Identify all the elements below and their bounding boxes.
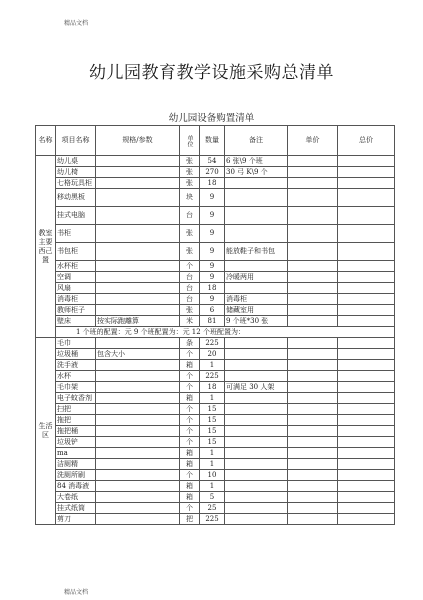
price-cell bbox=[288, 305, 338, 316]
qty-cell: 6 bbox=[200, 305, 225, 316]
header-total: 总价 bbox=[338, 126, 395, 156]
unit-cell: 个 bbox=[180, 426, 200, 437]
total-cell bbox=[338, 178, 395, 189]
qty-cell: 9 bbox=[200, 272, 225, 283]
table-row bbox=[36, 338, 395, 349]
unit-cell: 个 bbox=[180, 349, 200, 360]
qty-cell: 9 bbox=[200, 189, 225, 207]
qty-cell: 9 bbox=[200, 207, 225, 225]
unit-cell: 把 bbox=[180, 514, 200, 525]
qty-cell: 10 bbox=[200, 470, 225, 481]
item-name-cell: ma bbox=[56, 448, 96, 459]
item-name-cell: 空调 bbox=[56, 272, 96, 283]
unit-cell: 箱 bbox=[180, 393, 200, 404]
item-name-cell: 风扇 bbox=[56, 283, 96, 294]
table-row bbox=[36, 448, 395, 459]
table-row bbox=[36, 316, 395, 327]
header-unit: 单位 bbox=[180, 126, 200, 156]
price-cell bbox=[288, 470, 338, 481]
total-cell bbox=[338, 272, 395, 283]
remark-cell bbox=[225, 349, 288, 360]
unit-cell: 箱 bbox=[180, 360, 200, 371]
page-title: 幼儿园教育教学设施采购总清单 bbox=[89, 63, 334, 83]
table-row bbox=[36, 492, 395, 503]
unit-cell: 箱 bbox=[180, 459, 200, 470]
total-cell bbox=[338, 225, 395, 243]
price-cell bbox=[288, 316, 338, 327]
spec-cell bbox=[96, 371, 180, 382]
spec-cell bbox=[96, 338, 180, 349]
total-cell bbox=[338, 393, 395, 404]
total-cell bbox=[338, 167, 395, 178]
remark-cell bbox=[225, 426, 288, 437]
table-row bbox=[36, 393, 395, 404]
remark-cell: 消毒柜 bbox=[225, 294, 288, 305]
total-cell bbox=[338, 305, 395, 316]
unit-cell: 张 bbox=[180, 167, 200, 178]
qty-cell: 15 bbox=[200, 404, 225, 415]
remark-cell bbox=[225, 481, 288, 492]
remark-cell bbox=[225, 261, 288, 272]
total-cell bbox=[338, 503, 395, 514]
price-cell bbox=[288, 189, 338, 207]
total-cell bbox=[338, 470, 395, 481]
unit-cell: 个 bbox=[180, 415, 200, 426]
qty-cell: 20 bbox=[200, 349, 225, 360]
unit-cell: 台 bbox=[180, 207, 200, 225]
summary-row bbox=[36, 327, 395, 338]
qty-cell: 81 bbox=[200, 316, 225, 327]
spec-cell bbox=[96, 382, 180, 393]
total-cell bbox=[338, 338, 395, 349]
table-row bbox=[36, 459, 395, 470]
total-cell bbox=[338, 382, 395, 393]
qty-cell: 15 bbox=[200, 415, 225, 426]
remark-cell bbox=[225, 514, 288, 525]
item-name-cell: 教师柜子 bbox=[56, 305, 96, 316]
item-name-cell: 书包柜 bbox=[56, 243, 96, 261]
table-row bbox=[36, 360, 395, 371]
unit-cell: 张 bbox=[180, 243, 200, 261]
remark-cell bbox=[225, 492, 288, 503]
qty-cell: 15 bbox=[200, 426, 225, 437]
item-name-cell: 84 消毒液 bbox=[56, 481, 96, 492]
qty-cell: 54 bbox=[200, 156, 225, 167]
spec-cell bbox=[96, 459, 180, 470]
spec-cell bbox=[96, 207, 180, 225]
spec-cell bbox=[96, 503, 180, 514]
item-name-cell: 电子蚊香剂 bbox=[56, 393, 96, 404]
price-cell bbox=[288, 404, 338, 415]
price-cell bbox=[288, 283, 338, 294]
table-row bbox=[36, 283, 395, 294]
item-name-cell: 垃圾铲 bbox=[56, 437, 96, 448]
unit-cell: 个 bbox=[180, 382, 200, 393]
table-row bbox=[36, 349, 395, 360]
total-cell bbox=[338, 448, 395, 459]
price-cell bbox=[288, 207, 338, 225]
total-cell bbox=[338, 481, 395, 492]
remark-cell bbox=[225, 189, 288, 207]
item-name-cell: 毛巾架 bbox=[56, 382, 96, 393]
summary-cell: 1 个班的配置：元 9 个班配置为：元 12 个班配置为： bbox=[56, 327, 395, 338]
spec-cell bbox=[96, 294, 180, 305]
item-name-cell: 洗手液 bbox=[56, 360, 96, 371]
table-row bbox=[36, 272, 395, 283]
price-cell bbox=[288, 415, 338, 426]
remark-cell bbox=[225, 437, 288, 448]
table-row bbox=[36, 437, 395, 448]
header-category: 名称 bbox=[36, 126, 56, 156]
unit-cell: 张 bbox=[180, 178, 200, 189]
spec-cell bbox=[96, 404, 180, 415]
table-row bbox=[36, 382, 395, 393]
remark-cell bbox=[225, 207, 288, 225]
spec-cell bbox=[96, 243, 180, 261]
qty-cell: 9 bbox=[200, 225, 225, 243]
price-cell bbox=[288, 503, 338, 514]
price-cell bbox=[288, 167, 338, 178]
spec-cell bbox=[96, 272, 180, 283]
remark-cell bbox=[225, 178, 288, 189]
remark-cell: 储藏室用 bbox=[225, 305, 288, 316]
price-cell bbox=[288, 294, 338, 305]
header-remark: 备注 bbox=[225, 126, 288, 156]
spec-cell bbox=[96, 437, 180, 448]
item-name-cell: 洁厕精 bbox=[56, 459, 96, 470]
price-cell bbox=[288, 272, 338, 283]
price-cell bbox=[288, 514, 338, 525]
table-row bbox=[36, 261, 395, 272]
qty-cell: 1 bbox=[200, 481, 225, 492]
total-cell bbox=[338, 189, 395, 207]
remark-cell: 可满足 30 人架 bbox=[225, 382, 288, 393]
remark-cell bbox=[225, 448, 288, 459]
price-cell bbox=[288, 178, 338, 189]
table-body bbox=[36, 156, 395, 525]
spec-cell: 包含大小 bbox=[96, 349, 180, 360]
unit-cell: 张 bbox=[180, 305, 200, 316]
item-name-cell: 拖把 bbox=[56, 415, 96, 426]
unit-cell: 台 bbox=[180, 283, 200, 294]
table-row bbox=[36, 470, 395, 481]
remark-cell: 冷暖两用 bbox=[225, 272, 288, 283]
qty-cell: 225 bbox=[200, 371, 225, 382]
item-name-cell: 毛巾 bbox=[56, 338, 96, 349]
table-row bbox=[36, 415, 395, 426]
footer-note: 精品文档 bbox=[64, 589, 89, 596]
item-name-cell: 消毒柜 bbox=[56, 294, 96, 305]
total-cell bbox=[338, 243, 395, 261]
spec-cell bbox=[96, 225, 180, 243]
unit-cell: 个 bbox=[180, 503, 200, 514]
price-cell bbox=[288, 371, 338, 382]
remark-cell bbox=[225, 404, 288, 415]
item-name-cell: 壁床 bbox=[56, 316, 96, 327]
unit-cell: 台 bbox=[180, 272, 200, 283]
qty-cell: 25 bbox=[200, 503, 225, 514]
qty-cell: 18 bbox=[200, 283, 225, 294]
unit-cell: 个 bbox=[180, 371, 200, 382]
table-row bbox=[36, 371, 395, 382]
spec-cell bbox=[96, 261, 180, 272]
qty-cell: 1 bbox=[200, 448, 225, 459]
item-name-cell: 七格玩具柜 bbox=[56, 178, 96, 189]
spec-cell bbox=[96, 470, 180, 481]
total-cell bbox=[338, 207, 395, 225]
unit-cell: 箱 bbox=[180, 448, 200, 459]
price-cell bbox=[288, 492, 338, 503]
qty-cell: 1 bbox=[200, 360, 225, 371]
item-name-cell: 垃圾桶 bbox=[56, 349, 96, 360]
unit-cell: 台 bbox=[180, 294, 200, 305]
table-row bbox=[36, 225, 395, 243]
equipment-table bbox=[35, 125, 395, 525]
total-cell bbox=[338, 360, 395, 371]
item-name-cell: 拖把桶 bbox=[56, 426, 96, 437]
table-row bbox=[36, 178, 395, 189]
spec-cell bbox=[96, 492, 180, 503]
spec-cell: 按实际跑離算 bbox=[96, 316, 180, 327]
price-cell bbox=[288, 448, 338, 459]
spec-cell bbox=[96, 514, 180, 525]
header-item: 项目名称 bbox=[56, 126, 96, 156]
spec-cell bbox=[96, 448, 180, 459]
qty-cell: 15 bbox=[200, 437, 225, 448]
spec-cell bbox=[96, 426, 180, 437]
price-cell bbox=[288, 225, 338, 243]
qty-cell: 9 bbox=[200, 261, 225, 272]
total-cell bbox=[338, 283, 395, 294]
qty-cell: 9 bbox=[200, 294, 225, 305]
table-row bbox=[36, 243, 395, 261]
price-cell bbox=[288, 459, 338, 470]
unit-cell: 个 bbox=[180, 404, 200, 415]
spec-cell bbox=[96, 178, 180, 189]
total-cell bbox=[338, 349, 395, 360]
qty-cell: 225 bbox=[200, 514, 225, 525]
header-price: 单价 bbox=[288, 126, 338, 156]
price-cell bbox=[288, 349, 338, 360]
table-row bbox=[36, 294, 395, 305]
spec-cell bbox=[96, 305, 180, 316]
spec-cell bbox=[96, 167, 180, 178]
remark-cell bbox=[225, 393, 288, 404]
spec-cell bbox=[96, 481, 180, 492]
header-note: 精品文档 bbox=[64, 20, 89, 27]
remark-cell bbox=[225, 470, 288, 481]
total-cell bbox=[338, 294, 395, 305]
item-name-cell: 水杯 bbox=[56, 371, 96, 382]
total-cell bbox=[338, 261, 395, 272]
remark-cell bbox=[225, 415, 288, 426]
qty-cell: 1 bbox=[200, 393, 225, 404]
header-qty: 数量 bbox=[200, 126, 225, 156]
item-name-cell: 水杯柜 bbox=[56, 261, 96, 272]
spec-cell bbox=[96, 283, 180, 294]
item-name-cell: 移动黑板 bbox=[56, 189, 96, 207]
unit-cell: 条 bbox=[180, 338, 200, 349]
item-name-cell: 挂式纸筒 bbox=[56, 503, 96, 514]
remark-cell bbox=[225, 225, 288, 243]
total-cell bbox=[338, 492, 395, 503]
table-row bbox=[36, 426, 395, 437]
total-cell bbox=[338, 459, 395, 470]
unit-cell: 米 bbox=[180, 316, 200, 327]
table-row bbox=[36, 404, 395, 415]
qty-cell: 5 bbox=[200, 492, 225, 503]
table-row bbox=[36, 514, 395, 525]
table-row bbox=[36, 156, 395, 167]
item-name-cell: 挂式电脑 bbox=[56, 207, 96, 225]
category-cell: 教室主要西己置 bbox=[36, 156, 56, 338]
total-cell bbox=[338, 371, 395, 382]
table-row bbox=[36, 167, 395, 178]
price-cell bbox=[288, 426, 338, 437]
total-cell bbox=[338, 514, 395, 525]
remark-cell bbox=[225, 371, 288, 382]
price-cell bbox=[288, 393, 338, 404]
table-row bbox=[36, 305, 395, 316]
spec-cell bbox=[96, 189, 180, 207]
price-cell bbox=[288, 156, 338, 167]
table-row bbox=[36, 481, 395, 492]
item-name-cell: 洗厕所刷 bbox=[56, 470, 96, 481]
item-name-cell: 扫把 bbox=[56, 404, 96, 415]
remark-cell bbox=[225, 360, 288, 371]
qty-cell: 270 bbox=[200, 167, 225, 178]
remark-cell bbox=[225, 459, 288, 470]
price-cell bbox=[288, 481, 338, 492]
total-cell bbox=[338, 404, 395, 415]
price-cell bbox=[288, 243, 338, 261]
remark-cell bbox=[225, 283, 288, 294]
remark-cell: 能放鞋子和书包 bbox=[225, 243, 288, 261]
total-cell bbox=[338, 156, 395, 167]
remark-cell: 6 张\9 个班 bbox=[225, 156, 288, 167]
qty-cell: 225 bbox=[200, 338, 225, 349]
unit-cell: 箱 bbox=[180, 492, 200, 503]
qty-cell: 9 bbox=[200, 243, 225, 261]
price-cell bbox=[288, 437, 338, 448]
unit-cell: 张 bbox=[180, 225, 200, 243]
unit-cell: 个 bbox=[180, 261, 200, 272]
table-row bbox=[36, 503, 395, 514]
remark-cell: 9 个班*30 张 bbox=[225, 316, 288, 327]
spec-cell bbox=[96, 360, 180, 371]
remark-cell: 30 弓 K\9 个 bbox=[225, 167, 288, 178]
table-subtitle: 幼儿园设备购置清单 bbox=[168, 113, 255, 124]
item-name-cell: 剪刀 bbox=[56, 514, 96, 525]
price-cell bbox=[288, 338, 338, 349]
spec-cell bbox=[96, 156, 180, 167]
table-header-row bbox=[36, 126, 395, 156]
qty-cell: 18 bbox=[200, 178, 225, 189]
header-spec: 规格/参数 bbox=[96, 126, 180, 156]
unit-cell: 个 bbox=[180, 470, 200, 481]
total-cell bbox=[338, 437, 395, 448]
table-row bbox=[36, 207, 395, 225]
category-cell: 生活区 bbox=[36, 338, 56, 525]
spec-cell bbox=[96, 393, 180, 404]
unit-cell: 箱 bbox=[180, 481, 200, 492]
item-name-cell: 幼儿椅 bbox=[56, 167, 96, 178]
qty-cell: 18 bbox=[200, 382, 225, 393]
unit-cell: 个 bbox=[180, 437, 200, 448]
item-name-cell: 大卷纸 bbox=[56, 492, 96, 503]
price-cell bbox=[288, 360, 338, 371]
spec-cell bbox=[96, 415, 180, 426]
price-cell bbox=[288, 382, 338, 393]
unit-cell: 块 bbox=[180, 189, 200, 207]
item-name-cell: 书柜 bbox=[56, 225, 96, 243]
unit-cell: 张 bbox=[180, 156, 200, 167]
total-cell bbox=[338, 316, 395, 327]
item-name-cell: 幼儿桌 bbox=[56, 156, 96, 167]
total-cell bbox=[338, 415, 395, 426]
table-row bbox=[36, 189, 395, 207]
total-cell bbox=[338, 426, 395, 437]
remark-cell bbox=[225, 338, 288, 349]
remark-cell bbox=[225, 503, 288, 514]
price-cell bbox=[288, 261, 338, 272]
qty-cell: 1 bbox=[200, 459, 225, 470]
